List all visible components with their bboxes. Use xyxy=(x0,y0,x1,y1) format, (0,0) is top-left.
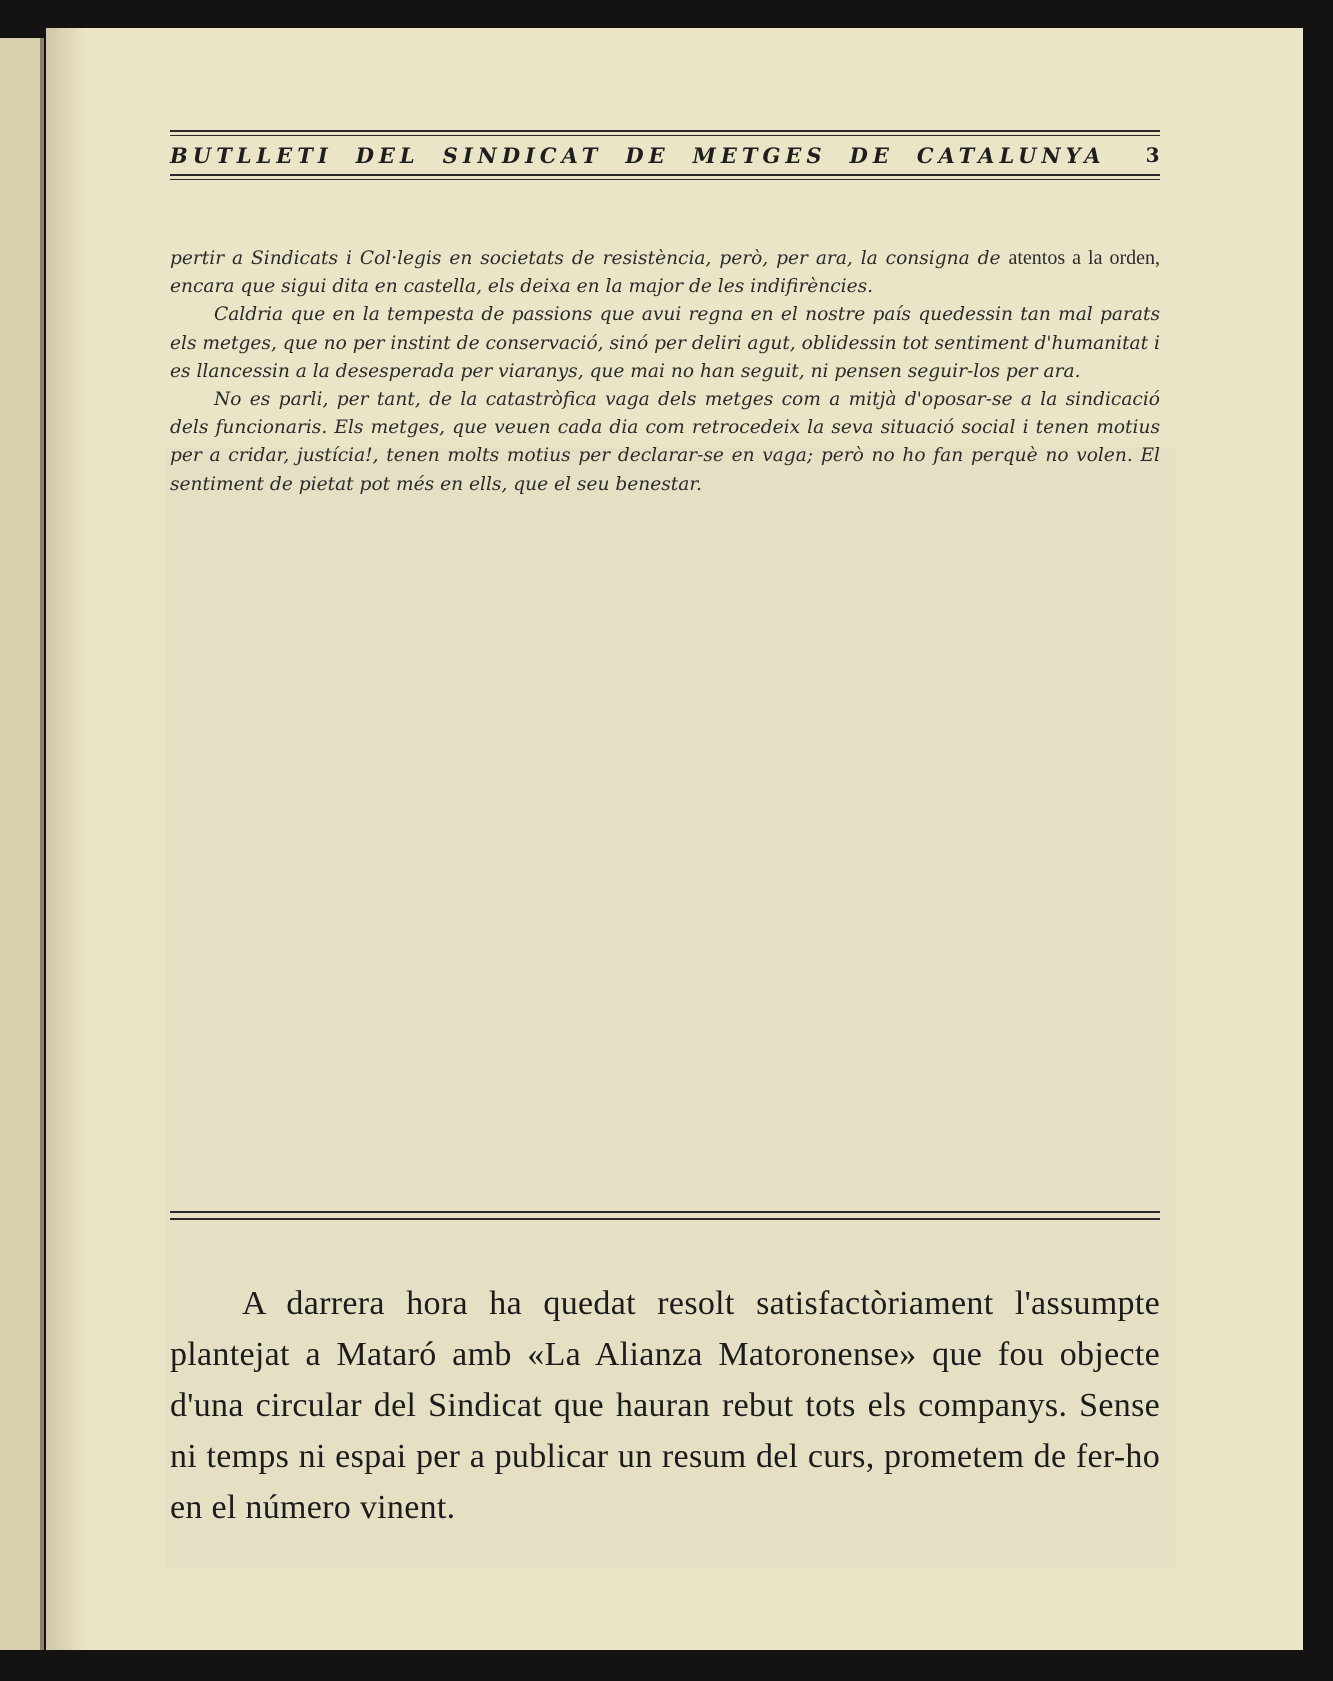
title-word: METGES xyxy=(692,142,827,168)
spanish-phrase: atentos a la orden, xyxy=(1008,247,1160,269)
page-fold xyxy=(40,38,44,1650)
title-word: SINDICAT xyxy=(442,142,603,168)
header-bottom-rule xyxy=(170,174,1160,176)
paragraph-text: pertir a Sindicats i Col·legis en societats de resistència, però, per ara, la consigna de xyxy=(170,248,1001,269)
title-word: DE xyxy=(849,142,894,168)
title-word: DEL xyxy=(355,142,420,168)
paragraph: No es parli, per tant, de la catastròfica vaga dels metges com a mitjà d'oposar-se a la sindicació dels funcionaris. Els metges, que veuen cada dia com retrocedeix la seva situació social i tenen motius per a cridar, justícia!, tenen molts motius per declarar-se en vaga; però no ho fan perquè no volen. El sentiment de pietat pot més en ells, que el seu benestar. xyxy=(170,389,1160,495)
title-word: BUTLLETI xyxy=(170,142,333,168)
title-word: CATALUNYA xyxy=(916,142,1106,168)
notice-text: A darrera hora ha quedat resolt satisfactòriament l'assumpte plantejat a Mataró amb «La Alianza Matoronense» que fou objecte d'una circular del Sindicat que hauran rebut tots els companys. Sense ni temps ni espai per a publicar un resum del curs, prometem de fer-ho en el número vinent. xyxy=(170,1285,1160,1526)
paragraph xyxy=(170,244,1160,301)
paragraph: Caldria que en la tempesta de passions que avui regna en el nostre país quedessin tan mal parats els metges, que no per instint de conservació, sinó per deliri agut, oblidessin tot sentiment d'humanitat i es llancessin a la desesperada per viaranys, que mai no han seguit, ni pensen seguir-los per ara. xyxy=(170,304,1160,382)
article-body xyxy=(170,244,1160,499)
left-page-edge xyxy=(0,38,44,1650)
divider-rule-top xyxy=(170,1211,1160,1213)
header-top-rule xyxy=(170,130,1160,132)
page-number: 3 xyxy=(1145,143,1160,167)
header-bottom-rule-thin xyxy=(170,179,1160,180)
running-header xyxy=(170,130,1160,180)
paragraph-text: encara que sigui dita en castella, els deixa en la major de les indifirències. xyxy=(170,276,874,298)
late-notice xyxy=(170,1278,1160,1533)
document-page xyxy=(46,28,1303,1650)
section-divider xyxy=(170,1211,1160,1220)
title-word: DE xyxy=(625,142,670,168)
publication-title xyxy=(170,143,1146,168)
header-row xyxy=(170,136,1160,174)
page-gutter-shadow xyxy=(46,28,86,1650)
divider-rule-bottom xyxy=(170,1218,1160,1220)
